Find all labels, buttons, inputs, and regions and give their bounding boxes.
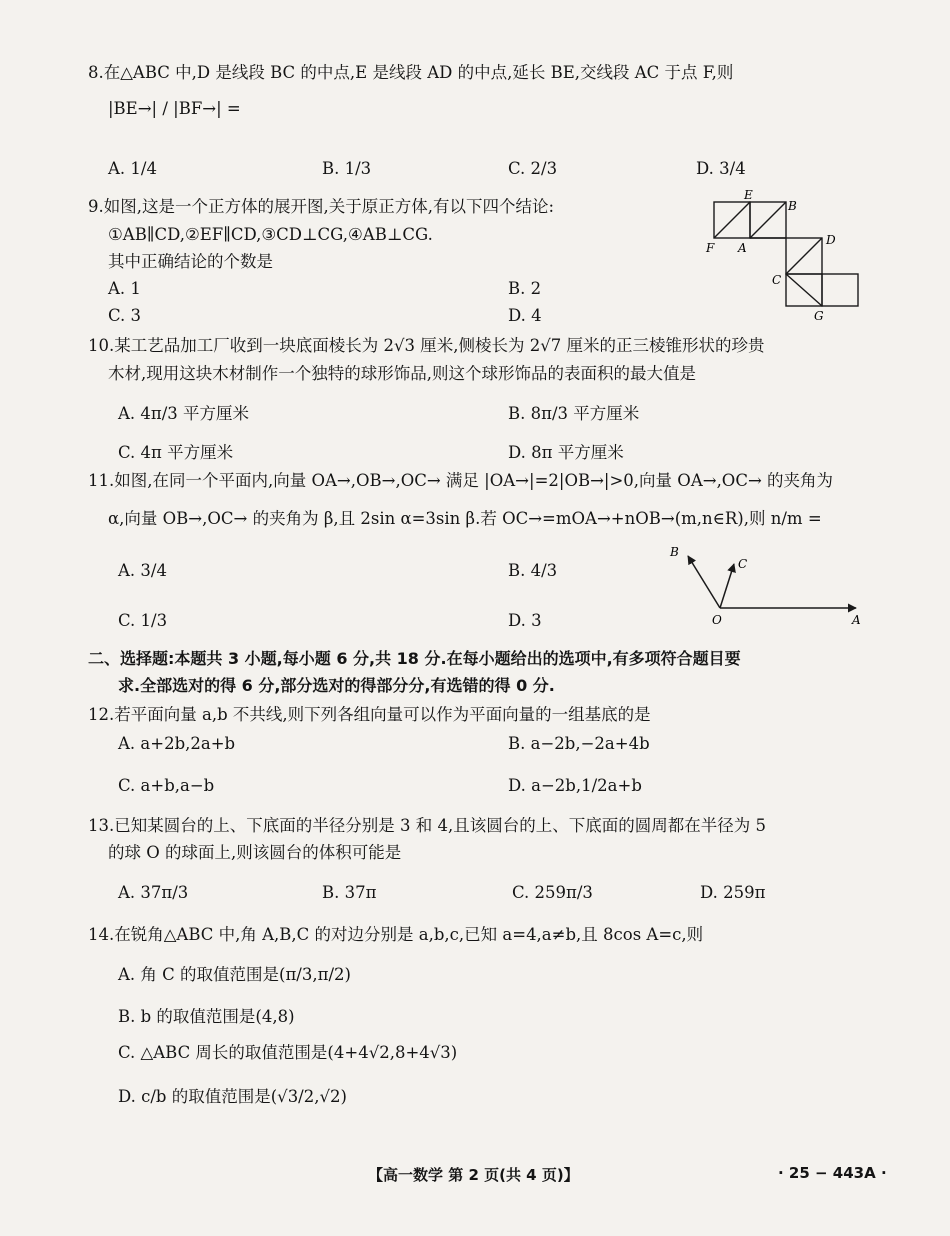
q11-option-a: A. 3/4 [118,561,167,580]
q14-option-b: B. b 的取值范围是(4,8) [118,1007,295,1026]
q8-option-a: A. 1/4 [108,159,157,178]
q13-option-a: A. 37π/3 [118,883,189,902]
q8-option-d: D. 3/4 [696,159,746,178]
footer-code: · 25 − 443A · [778,1164,887,1182]
q10-option-a: A. 4π/3 平方厘米 [118,404,250,423]
q9-option-c: C. 3 [108,306,142,325]
q14-option-d: D. c/b 的取值范围是(√3/2,√2) [118,1087,347,1106]
q11-option-d: D. 3 [508,611,542,630]
q8-option-c: C. 2/3 [508,159,558,178]
q13-line2: 的球 O 的球面上,则该圆台的体积可能是 [108,843,402,862]
net-label-c: C [772,273,782,287]
q13-line1: 13.已知某圆台的上、下底面的半径分别是 3 和 4,且该圆台的上、下底面的圆周都在半径为 5 [88,816,766,835]
q12-option-a: A. a+2b,2a+b [118,734,236,753]
footer-page-info: 【高一数学 第 2 页(共 4 页)】 [368,1166,579,1184]
net-label-g: G [814,309,824,323]
q12-option-d: D. a−2b,1/2a+b [508,776,642,795]
net-label-e: E [744,188,753,202]
q8-stem: 8.在△ABC 中,D 是线段 BC 的中点,E 是线段 AD 的中点,延长 BE,交线段 AC 于点 F,则 [88,63,734,82]
q14-stem: 14.在锐角△ABC 中,角 A,B,C 的对边分别是 a,b,c,已知 a=4,a≠b,且 8cos A=c,则 [88,925,704,944]
q9-option-b: B. 2 [508,279,542,298]
q13-option-b: B. 37π [322,883,377,902]
q8-expression: |BE→| / |BF→| = [108,99,241,118]
vector-label-o: O [712,613,722,627]
section2-heading-line1: 二、选择题:本题共 3 小题,每小题 6 分,共 18 分.在每小题给出的选项中,有多项符合题目要 [88,649,741,668]
q9-conclusions: ①AB∥CD,②EF∥CD,③CD⊥CG,④AB⊥CG. [108,225,433,244]
q10-line2: 木材,现用这块木材制作一个独特的球形饰品,则这个球形饰品的表面积的最大值是 [108,364,696,383]
q9-ask: 其中正确结论的个数是 [108,252,273,271]
cube-net-figure [700,188,870,323]
net-label-b: B [788,199,797,213]
q11-option-b: B. 4/3 [508,561,558,580]
vector-label-a: A [852,613,861,627]
q10-option-b: B. 8π/3 平方厘米 [508,404,640,423]
vector-label-c: C [738,557,748,571]
vector-label-b: B [670,545,679,559]
q11-line2: α,向量 OB→,OC→ 的夹角为 β,且 2sin α=3sin β.若 OC→=mOA→+nOB→(m,n∈R),则 n/m = [108,509,822,528]
q12-option-b: B. a−2b,−2a+4b [508,734,650,753]
q9-stem: 9.如图,这是一个正方体的展开图,关于原正方体,有以下四个结论: [88,197,555,216]
section2-heading-line2: 求.全部选对的得 6 分,部分选对的得部分分,有选错的得 0 分. [118,676,555,695]
q8-option-b: B. 1/3 [322,159,372,178]
q13-option-c: C. 259π/3 [512,883,593,902]
q9-option-a: A. 1 [108,279,141,298]
net-label-d: D [826,233,836,247]
net-label-a: A [738,241,747,255]
q10-option-d: D. 8π 平方厘米 [508,443,624,462]
q9-option-d: D. 4 [508,306,542,325]
q11-line1: 11.如图,在同一个平面内,向量 OA→,OB→,OC→ 满足 |OA→|=2|OB→|>0,向量 OA→,OC→ 的夹角为 [88,471,834,490]
q12-option-c: C. a+b,a−b [118,776,215,795]
q14-option-a: A. 角 C 的取值范围是(π/3,π/2) [118,965,351,984]
q10-option-c: C. 4π 平方厘米 [118,443,234,462]
q14-option-c: C. △ABC 周长的取值范围是(4+4√2,8+4√3) [118,1043,458,1062]
q10-line1: 10.某工艺品加工厂收到一块底面棱长为 2√3 厘米,侧棱长为 2√7 厘米的正三棱锥形状的珍贵 [88,336,765,355]
q12-stem: 12.若平面向量 a,b 不共线,则下列各组向量可以作为平面向量的一组基底的是 [88,705,651,724]
vector-figure [664,540,870,628]
q13-option-d: D. 259π [700,883,766,902]
net-label-f: F [706,241,715,255]
q11-option-c: C. 1/3 [118,611,168,630]
